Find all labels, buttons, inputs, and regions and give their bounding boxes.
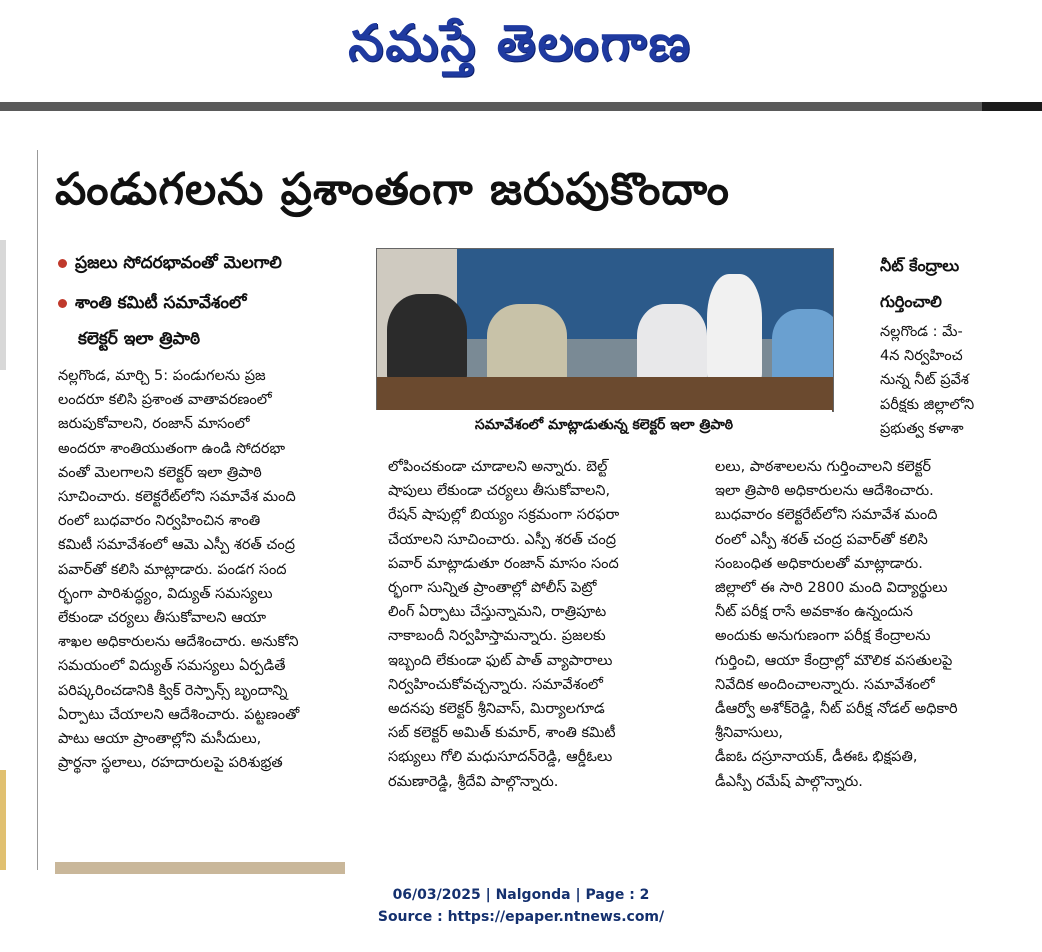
- text-line: అందుకు అనుగుణంగా పరీక్ష కేంద్రాలను: [715, 628, 931, 645]
- bullet-point: [58, 250, 282, 276]
- bullet-text: ప్రజలు సోదరభావంతో మెలగాలి: [75, 253, 282, 273]
- photo-person: [772, 309, 834, 384]
- text-line: పాటు ఆయా ప్రాంతాల్లోని మసీదులు,: [58, 731, 262, 748]
- text-line: సూచించారు. కలెక్టరేట్‌లోని సమావేశ మంది: [58, 489, 296, 506]
- source-link[interactable]: Source : https://epaper.ntnews.com/: [377, 909, 665, 925]
- text-line: పరిష్కరించడానికి క్విక్ రెస్పాన్స్ బృందాన్ని: [58, 682, 288, 699]
- text-line: 4న నిర్వహించ: [880, 348, 963, 365]
- text-line: పరీక్షకు జిల్లాలోని: [880, 396, 975, 413]
- text-line: పవార్ మాట్లాడుతూ రంజాన్ మాసం సంద: [388, 555, 619, 572]
- newspaper-logo: నమస్తే తెలంగాణ: [348, 14, 692, 72]
- text-line: ఇలా త్రిపాఠి అధికారులను ఆదేశించారు.: [715, 483, 934, 500]
- text-line: పవార్‌తో కలిసి మాట్లాడారు. పండగ సంద: [58, 561, 287, 578]
- text-line: ప్రార్థనా స్థలాలు, రహదారులపై పరిశుభ్రత: [58, 755, 283, 772]
- text-line: రేషన్ షాపుల్లో బియ్యం సక్రమంగా సరఫరా: [388, 507, 620, 524]
- text-line: చేయాలని సూచించారు. ఎస్పీ శరత్ చంద్ర: [388, 531, 616, 548]
- side-article-intro: [880, 320, 1020, 441]
- side-heading-line: గుర్తించాలి: [880, 292, 942, 311]
- text-line: నల్లగొండ : మే-: [880, 324, 963, 340]
- photo-person: [387, 294, 467, 384]
- photo-person: [637, 304, 707, 384]
- text-line: శాఖల అధికారులను ఆదేశించారు. అనుకోని: [58, 634, 299, 651]
- text-line: లింగ్ ఏర్పాటు చేస్తున్నామని, రాత్రిపూట: [388, 604, 607, 621]
- text-line: వంతో మెలగాలని కలెక్టర్ ఇలా త్రిపాఠి: [58, 464, 262, 481]
- photo-person: [487, 304, 567, 384]
- text-line: ఇబ్బంది లేకుండా ఫుట్ పాత్ వ్యాపారాలు: [388, 652, 613, 669]
- clipping-strip: [0, 240, 6, 370]
- text-line: సభ్యులు గోలి మధుసూదన్‌రెడ్డి, ఆర్డీఓలు: [388, 749, 613, 766]
- text-line: నాకాబందీ నిర్వహిస్తామన్నారు. ప్రజలకు: [388, 628, 606, 645]
- edition-info: 06/03/2025 | Nalgonda | Page : 2: [392, 887, 650, 903]
- photo-table: [377, 377, 833, 411]
- text-line: నివేదిక అందించాలన్నారు. సమావేశంలో: [715, 676, 935, 693]
- text-line: అందరూ శాంతియుతంగా ఉండి సోదరభా: [58, 440, 286, 457]
- text-line: రంలో ఎస్పీ శరత్ చంద్ర పవార్‌తో కలిసి: [715, 531, 928, 548]
- text-line: సమయంలో విద్యుత్ సమస్యలు ఏర్పడితే: [58, 658, 286, 675]
- article-headline: పండుగలను ప్రశాంతంగా జరుపుకొందాం: [55, 164, 730, 215]
- side-article-heading: [880, 248, 1020, 320]
- text-line: రంలో బుధవారం నిర్వహించిన శాంతి: [58, 513, 261, 530]
- masthead-divider: [0, 102, 1042, 111]
- text-line: ర్భంగా సున్నిత ప్రాంతాల్లో పోలీస్ పెట్రో: [388, 580, 597, 597]
- text-line: అదనపు కలెక్టర్ శ్రీనివాస్, మిర్యాలగూడ: [388, 701, 605, 718]
- text-line: ఏర్పాటు చేయాలని ఆదేశించారు. పట్టణంతో: [58, 706, 300, 723]
- text-line: లోపించకుండా చూడాలని అన్నారు. బెల్ట్: [388, 459, 608, 475]
- bullet-text: శాంతి కమిటీ సమావేశంలో: [75, 293, 247, 313]
- text-line: రమణారెడ్డి, శ్రీదేవి పాల్గొన్నారు.: [388, 773, 559, 790]
- text-line: డీఎస్పీ రమేష్ పాల్గొన్నారు.: [715, 773, 863, 790]
- text-line: నల్లగొండ, మార్చి 5: పండుగలను ప్రజ: [58, 368, 266, 384]
- text-line: సబ్ కలెక్టర్ అమిత్ కుమార్, శాంతి కమిటీ: [388, 725, 616, 742]
- text-line: లేకుండా చర్యలు తీసుకోవాలని ఆయా: [58, 610, 267, 627]
- article-column-2: [388, 455, 696, 794]
- meeting-photo: [376, 248, 834, 412]
- bullet-point: [78, 326, 200, 352]
- text-line: కమిటీ సమావేశంలో ఆమె ఎస్పీ శరత్ చంద్ర: [58, 537, 295, 554]
- text-line: జిల్లాలో ఈ సారి 2800 మంది విద్యార్థులు: [715, 580, 948, 597]
- masthead: [0, 0, 1042, 100]
- divider-accent: [982, 102, 1042, 111]
- text-line: నీట్ పరీక్ష రాసే అవకాశం ఉన్నందున: [715, 604, 913, 621]
- bullet-point: [58, 290, 246, 316]
- side-article-body: [715, 455, 1025, 794]
- text-line: డీఐఓ దస్రూనాయక్, డీఈఓ భిక్షపతి,: [715, 749, 918, 766]
- photo-person: [707, 274, 762, 384]
- text-line: గుర్తించి, ఆయా కేంద్రాల్లో మౌలిక వసతులపై: [715, 652, 953, 669]
- bullet-dot-icon: [58, 259, 67, 268]
- text-line: బుధవారం కలెక్టరేట్‌లోని సమావేశ మంది: [715, 507, 938, 524]
- text-line: సంబంధిత అధికారులతో మాట్లాడారు.: [715, 555, 923, 572]
- bullet-text: కలెక్టర్ ఇలా త్రిపాఠి: [78, 329, 201, 349]
- text-line: లలు, పాఠశాలలను గుర్తించాలని కలెక్టర్: [715, 459, 931, 475]
- next-article-image-edge: [55, 862, 345, 874]
- text-line: నున్న నీట్ ప్రవేశ: [880, 372, 969, 389]
- bullet-dot-icon: [58, 299, 67, 308]
- side-heading-line: నీట్ కేంద్రాలు: [880, 256, 960, 275]
- clipping-strip: [0, 770, 6, 870]
- column-divider: [37, 150, 38, 870]
- adjacent-clipping-edge: [0, 150, 8, 870]
- article-column-1: [58, 364, 362, 775]
- text-line: లందరూ కలిసి ప్రశాంత వాతావరణంలో: [58, 392, 272, 409]
- text-line: శ్రీనివాసులు,: [715, 725, 784, 742]
- text-line: డీఆర్వో అశోక్‌రెడ్డి, నీట్ పరీక్ష నోడల్ అధికారి: [715, 701, 958, 718]
- page-footer: [0, 884, 1042, 928]
- text-line: ప్రభుత్వ కళాశా: [880, 420, 964, 437]
- text-line: నిర్వహించుకోవచ్చన్నారు. సమావేశంలో: [388, 676, 603, 693]
- photo-caption: సమావేశంలో మాట్లాడుతున్న కలెక్టర్ ఇలా త్రిపాఠి: [376, 410, 832, 440]
- text-line: ర్భంగా పారిశుద్ధ్యం, విద్యుత్ సమస్యలు: [58, 585, 273, 602]
- text-line: జరుపుకోవాలని, రంజాన్ మాసంలో: [58, 416, 250, 433]
- text-line: షాపులు లేకుండా చర్యలు తీసుకోవాలని,: [388, 483, 611, 500]
